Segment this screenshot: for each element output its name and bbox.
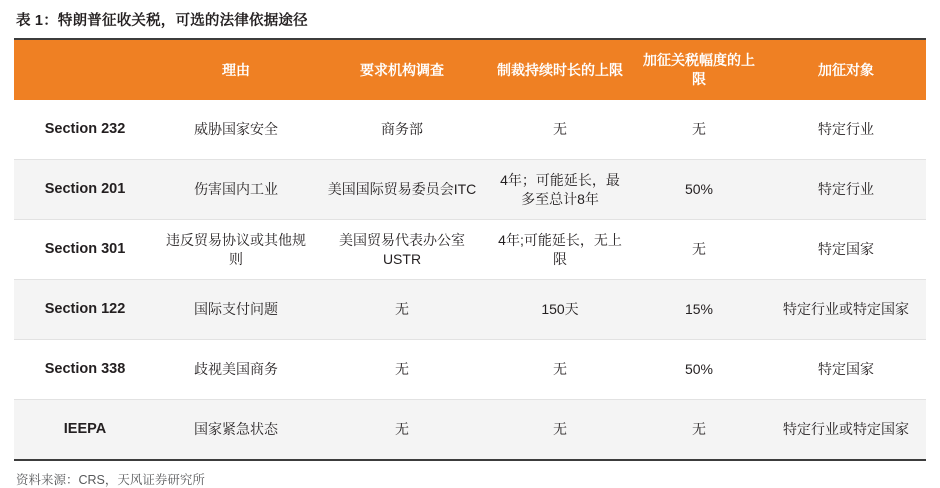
column-header-0 xyxy=(14,40,156,100)
cell-duration: 150天 xyxy=(488,280,632,340)
cell-duration: 无 xyxy=(488,100,632,160)
table-row xyxy=(14,220,926,280)
cell-agency: 无 xyxy=(316,280,488,340)
cell-rate-cap: 无 xyxy=(632,100,766,160)
row-label: Section 301 xyxy=(14,220,156,280)
cell-reason: 威胁国家安全 xyxy=(156,100,316,160)
cell-agency: 无 xyxy=(316,340,488,400)
cell-duration: 无 xyxy=(488,340,632,400)
cell-rate-cap: 15% xyxy=(632,280,766,340)
table-row xyxy=(14,280,926,340)
cell-target: 特定行业或特定国家 xyxy=(766,280,926,340)
row-label: Section 201 xyxy=(14,160,156,220)
cell-reason: 歧视美国商务 xyxy=(156,340,316,400)
row-label: Section 122 xyxy=(14,280,156,340)
cell-reason: 国家紧急状态 xyxy=(156,400,316,460)
figure-title: 表 1：特朗普征收关税，可选的法律依据途径 xyxy=(16,13,308,29)
header-row xyxy=(14,40,926,100)
cell-reason: 伤害国内工业 xyxy=(156,160,316,220)
table-row xyxy=(14,160,926,220)
cell-agency: 无 xyxy=(316,400,488,460)
row-label: Section 232 xyxy=(14,100,156,160)
cell-target: 特定行业 xyxy=(766,100,926,160)
cell-agency: 美国国际贸易委员会ITC xyxy=(316,160,488,220)
row-label: IEEPA xyxy=(14,400,156,460)
cell-duration: 4年；可能延长，最多至总计8年 xyxy=(488,160,632,220)
column-header-2: 要求机构调查 xyxy=(316,40,488,100)
table-header xyxy=(14,40,926,100)
table-body xyxy=(14,100,926,459)
column-header-4: 加征关税幅度的上限 xyxy=(632,40,766,100)
column-header-1: 理由 xyxy=(156,40,316,100)
cell-agency: 美国贸易代表办公室USTR xyxy=(316,220,488,280)
cell-rate-cap: 50% xyxy=(632,160,766,220)
table-row xyxy=(14,340,926,400)
source-note: 资料来源：CRS，天风证券研究所 xyxy=(16,473,205,487)
cell-duration: 无 xyxy=(488,400,632,460)
cell-agency: 商务部 xyxy=(316,100,488,160)
cell-rate-cap: 无 xyxy=(632,400,766,460)
table-row xyxy=(14,400,926,460)
cell-reason: 违反贸易协议或其他规则 xyxy=(156,220,316,280)
cell-rate-cap: 50% xyxy=(632,340,766,400)
table-row xyxy=(14,100,926,160)
row-label: Section 338 xyxy=(14,340,156,400)
cell-target: 特定行业 xyxy=(766,160,926,220)
tariff-legal-paths-table xyxy=(14,40,926,459)
column-header-5: 加征对象 xyxy=(766,40,926,100)
cell-target: 特定国家 xyxy=(766,340,926,400)
cell-target: 特定行业或特定国家 xyxy=(766,400,926,460)
column-header-3: 制裁持续时长的上限 xyxy=(488,40,632,100)
cell-rate-cap: 无 xyxy=(632,220,766,280)
cell-target: 特定国家 xyxy=(766,220,926,280)
cell-reason: 国际支付问题 xyxy=(156,280,316,340)
cell-duration: 4年;可能延长，无上限 xyxy=(488,220,632,280)
